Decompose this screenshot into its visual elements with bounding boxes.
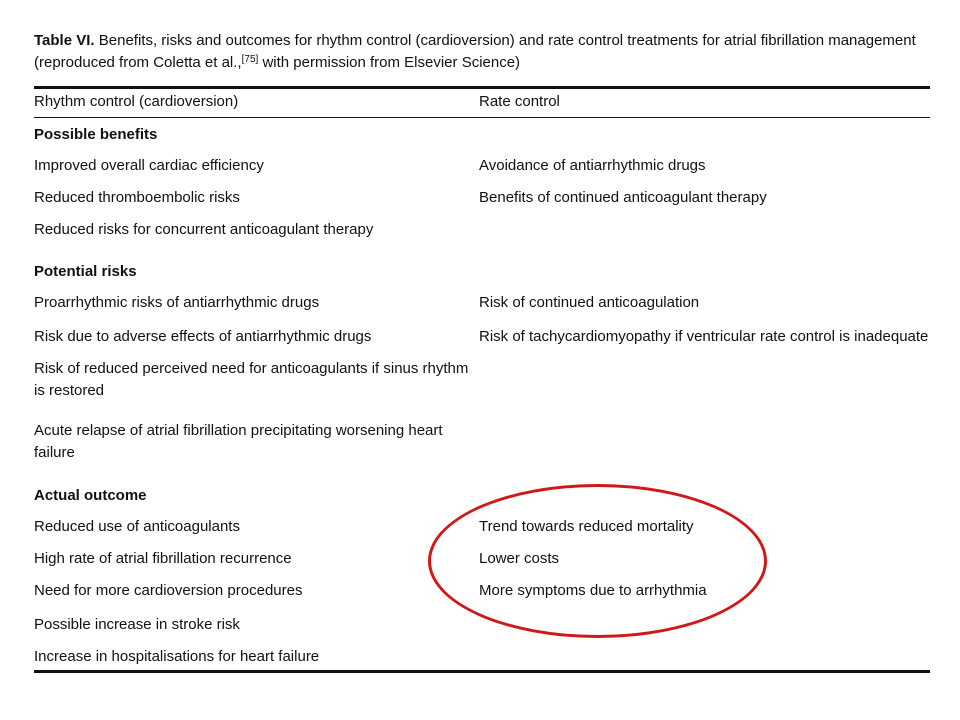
- table-cell: Trend towards reduced mortality: [479, 518, 694, 535]
- red-highlight-ellipse: [428, 484, 767, 638]
- table-cell: Reduced thromboembolic risks: [34, 189, 240, 206]
- table-top-rule: [34, 86, 930, 89]
- table-cell: Proarrhythmic risks of antiarrhythmic drugs: [34, 294, 320, 311]
- table-cell: Risk due to adverse effects of antiarrhythmic drugs: [34, 328, 372, 345]
- section-title-possible-benefits: Possible benefits: [34, 126, 158, 143]
- caption-reference: [75]: [241, 54, 259, 65]
- table-cell: Improved overall cardiac efficiency: [34, 157, 264, 174]
- section-title-potential-risks: Potential risks: [34, 263, 137, 280]
- caption-text-1: Benefits, risks and outcomes for rhythm control (cardioversion) and rate control treatments for atrial fibrillation management: [98, 32, 916, 49]
- table-cell: Benefits of continued anticoagulant therapy: [479, 189, 767, 206]
- table-cell: Lower costs: [479, 550, 560, 567]
- table-cell: Possible increase in stroke risk: [34, 616, 240, 633]
- table-cell: Need for more cardioversion procedures: [34, 582, 303, 599]
- caption-text-2: (reproduced from Coletta et al.,: [34, 54, 242, 71]
- table-cell: Risk of reduced perceived need for anticoagulants if sinus rhythm is restored: [34, 360, 469, 399]
- table-cell: Reduced use of anticoagulants: [34, 518, 240, 535]
- table-bottom-rule: [34, 670, 930, 673]
- caption-label: Table VI.: [34, 32, 95, 49]
- column-header-rhythm-control: Rhythm control (cardioversion): [34, 93, 239, 110]
- header-rule: [34, 117, 930, 118]
- table-cell: Increase in hospitalisations for heart failure: [34, 648, 320, 665]
- table-caption: [34, 30, 934, 74]
- table-cell: More symptoms due to arrhythmia: [479, 582, 707, 599]
- section-title-actual-outcome: Actual outcome: [34, 487, 147, 504]
- table-cell: Risk of tachycardiomyopathy if ventricular rate control is inadequate: [479, 328, 929, 345]
- caption-line-1: [34, 30, 934, 52]
- column-header-rate-control: Rate control: [479, 93, 560, 110]
- table-cell: High rate of atrial fibrillation recurrence: [34, 550, 292, 567]
- table-cell: Acute relapse of atrial fibrillation precipitating worsening heart failure: [34, 422, 443, 461]
- caption-text-3: with permission from Elsevier Science): [262, 54, 521, 71]
- caption-line-2: [34, 52, 934, 74]
- table-cell: Risk of continued anticoagulation: [479, 294, 700, 311]
- table-cell: Reduced risks for concurrent anticoagulant therapy: [34, 221, 374, 238]
- table-cell: Avoidance of antiarrhythmic drugs: [479, 157, 706, 174]
